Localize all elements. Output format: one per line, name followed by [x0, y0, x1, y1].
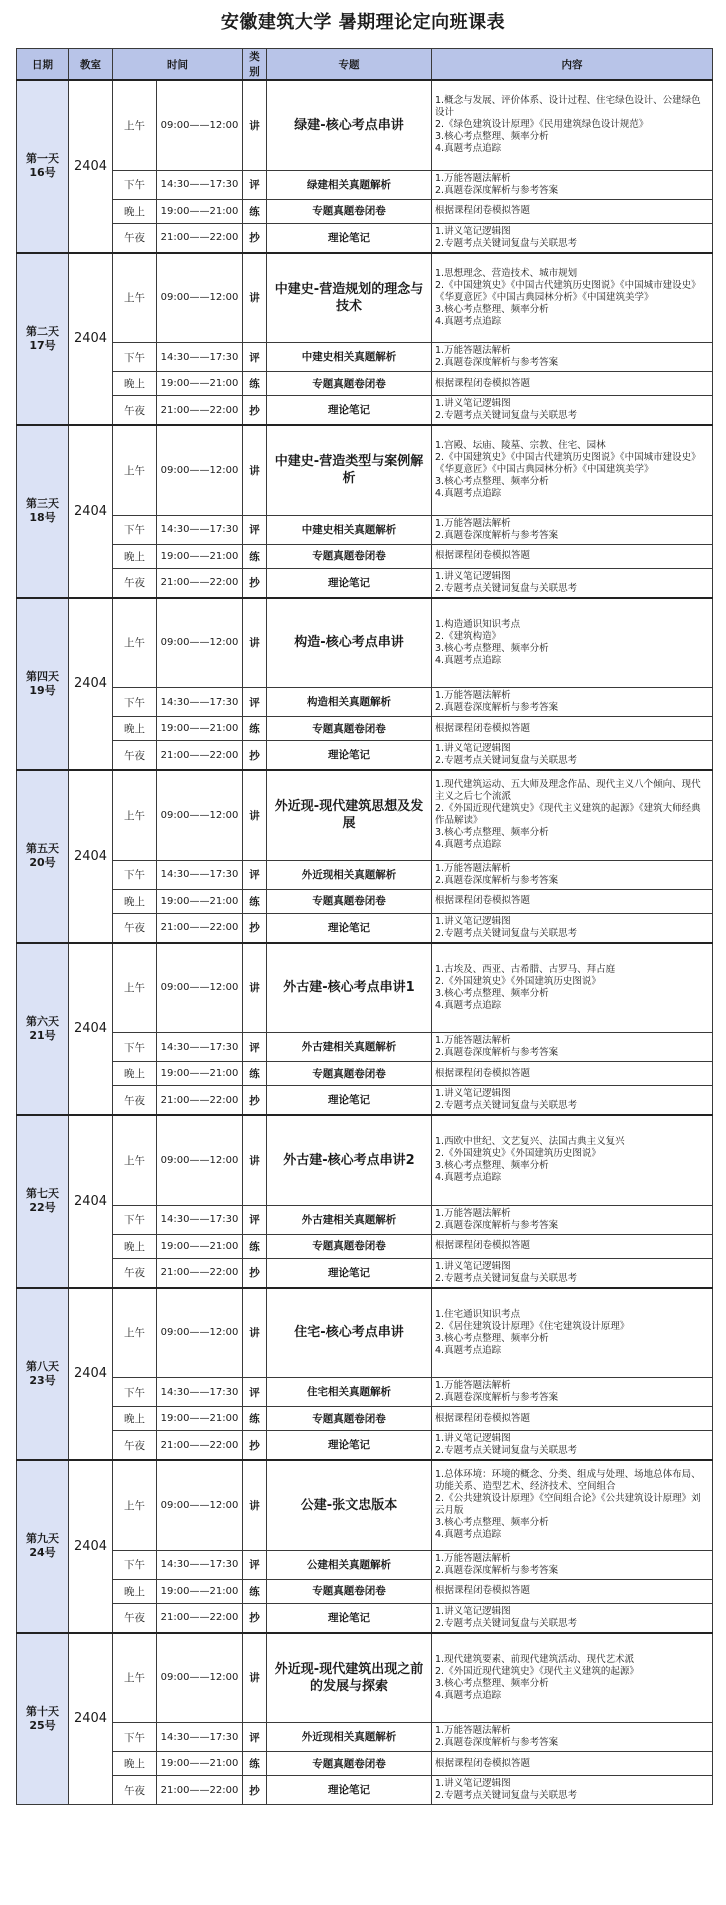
room-cell: 2404 — [69, 770, 113, 943]
content-cell: 1.万能答题法解析 2.真题卷深度解析与参考答案 — [432, 1550, 713, 1579]
period-cell: 午夜 — [113, 1258, 157, 1288]
day-label: 第二天 — [26, 324, 59, 338]
topic-cell: 专题真题卷闭卷 — [267, 1752, 432, 1776]
table-row — [17, 1115, 713, 1205]
topic-cell: 理论笔记 — [267, 913, 432, 943]
period-cell: 午夜 — [113, 913, 157, 943]
table-row — [17, 913, 713, 943]
period-cell: 晚上 — [113, 544, 157, 568]
topic-cell: 外近现-现代建筑出现之前的发展与探索 — [267, 1633, 432, 1723]
topic-cell: 公建相关真题解析 — [267, 1550, 432, 1579]
day-cell — [17, 80, 69, 253]
table-row — [17, 1205, 713, 1234]
topic-cell: 外古建相关真题解析 — [267, 1033, 432, 1062]
type-cell: 抄 — [243, 741, 267, 771]
table-row — [17, 396, 713, 426]
time-cell: 14:30——17:30 — [157, 1723, 243, 1752]
table-row — [17, 1288, 713, 1378]
day-label: 第三天 — [26, 497, 59, 511]
time-cell: 19:00——21:00 — [157, 889, 243, 913]
time-cell: 19:00——21:00 — [157, 1579, 243, 1603]
room-cell: 2404 — [69, 943, 113, 1116]
period-cell: 晚上 — [113, 717, 157, 741]
period-cell: 上午 — [113, 425, 157, 515]
topic-cell: 专题真题卷闭卷 — [267, 1062, 432, 1086]
content-cell: 根据课程闭卷模拟答题 — [432, 1062, 713, 1086]
topic-cell: 专题真题卷闭卷 — [267, 1407, 432, 1431]
day-date: 25号 — [29, 1718, 56, 1732]
table-row — [17, 253, 713, 343]
time-cell: 21:00——22:00 — [157, 1431, 243, 1461]
topic-cell: 构造-核心考点串讲 — [267, 598, 432, 688]
time-cell: 09:00——12:00 — [157, 598, 243, 688]
room-cell: 2404 — [69, 253, 113, 426]
topic-cell: 理论笔记 — [267, 1086, 432, 1116]
day-cell — [17, 1460, 69, 1633]
type-cell: 评 — [243, 860, 267, 889]
room-cell: 2404 — [69, 1288, 113, 1461]
time-cell: 14:30——17:30 — [157, 1378, 243, 1407]
table-row — [17, 425, 713, 515]
table-row — [17, 544, 713, 568]
table-row — [17, 1579, 713, 1603]
time-cell: 14:30——17:30 — [157, 860, 243, 889]
time-cell: 21:00——22:00 — [157, 568, 243, 598]
content-cell: 根据课程闭卷模拟答题 — [432, 889, 713, 913]
table-row — [17, 943, 713, 1033]
content-cell: 1.万能答题法解析 2.真题卷深度解析与参考答案 — [432, 515, 713, 544]
topic-cell: 公建-张文忠版本 — [267, 1460, 432, 1550]
type-cell: 练 — [243, 372, 267, 396]
content-cell: 1.万能答题法解析 2.真题卷深度解析与参考答案 — [432, 1378, 713, 1407]
day-date: 16号 — [29, 166, 56, 180]
type-cell: 练 — [243, 544, 267, 568]
period-cell: 午夜 — [113, 568, 157, 598]
type-cell: 抄 — [243, 913, 267, 943]
type-cell: 讲 — [243, 598, 267, 688]
room-cell: 2404 — [69, 1115, 113, 1288]
table-row — [17, 170, 713, 199]
period-cell: 下午 — [113, 1033, 157, 1062]
table-row — [17, 688, 713, 717]
period-cell: 下午 — [113, 1378, 157, 1407]
topic-cell: 住宅相关真题解析 — [267, 1378, 432, 1407]
schedule-body — [17, 80, 713, 1805]
content-cell: 1.讲义笔记逻辑图 2.专题考点关键词复盘与关联思考 — [432, 1776, 713, 1805]
table-row — [17, 1407, 713, 1431]
content-cell: 根据课程闭卷模拟答题 — [432, 1407, 713, 1431]
topic-cell: 绿建相关真题解析 — [267, 170, 432, 199]
period-cell: 午夜 — [113, 1431, 157, 1461]
table-row — [17, 741, 713, 771]
time-cell: 19:00——21:00 — [157, 717, 243, 741]
day-date: 21号 — [29, 1028, 56, 1042]
day-cell — [17, 943, 69, 1116]
day-cell — [17, 598, 69, 771]
content-cell: 1.讲义笔记逻辑图 2.专题考点关键词复盘与关联思考 — [432, 1086, 713, 1116]
time-cell: 09:00——12:00 — [157, 80, 243, 170]
topic-cell: 外近现相关真题解析 — [267, 860, 432, 889]
time-cell: 19:00——21:00 — [157, 372, 243, 396]
table-row — [17, 515, 713, 544]
room-cell: 2404 — [69, 1633, 113, 1805]
table-row — [17, 598, 713, 688]
period-cell: 晚上 — [113, 1752, 157, 1776]
time-cell: 09:00——12:00 — [157, 770, 243, 860]
content-cell: 1.讲义笔记逻辑图 2.专题考点关键词复盘与关联思考 — [432, 1431, 713, 1461]
type-cell: 讲 — [243, 943, 267, 1033]
day-cell — [17, 425, 69, 598]
table-row — [17, 1752, 713, 1776]
header-date: 日期 — [17, 49, 69, 81]
table-row — [17, 1086, 713, 1116]
table-row — [17, 770, 713, 860]
room-cell: 2404 — [69, 80, 113, 253]
time-cell: 09:00——12:00 — [157, 1288, 243, 1378]
time-cell: 14:30——17:30 — [157, 343, 243, 372]
table-row — [17, 1776, 713, 1805]
content-cell: 1.讲义笔记逻辑图 2.专题考点关键词复盘与关联思考 — [432, 223, 713, 253]
day-label: 第六天 — [26, 1014, 59, 1028]
topic-cell: 专题真题卷闭卷 — [267, 1579, 432, 1603]
table-row — [17, 1234, 713, 1258]
header-topic: 专题 — [267, 49, 432, 81]
time-cell: 21:00——22:00 — [157, 223, 243, 253]
day-date: 20号 — [29, 856, 56, 870]
topic-cell: 专题真题卷闭卷 — [267, 544, 432, 568]
day-date: 23号 — [29, 1373, 56, 1387]
topic-cell: 理论笔记 — [267, 1258, 432, 1288]
content-cell: 1.讲义笔记逻辑图 2.专题考点关键词复盘与关联思考 — [432, 913, 713, 943]
type-cell: 评 — [243, 1205, 267, 1234]
content-cell: 1.宫殿、坛庙、陵墓、宗教、住宅、园林 2.《中国建筑史》《中国古代建筑历史图说》《中国城市建设史》《华夏意匠》《中国古典园林分析》《中国建筑美学》 3.核心考点整理、频率分析 4.真题考点追踪 — [432, 425, 713, 515]
time-cell: 09:00——12:00 — [157, 1115, 243, 1205]
content-cell: 根据课程闭卷模拟答题 — [432, 717, 713, 741]
time-cell: 14:30——17:30 — [157, 1205, 243, 1234]
time-cell: 09:00——12:00 — [157, 425, 243, 515]
type-cell: 抄 — [243, 1603, 267, 1633]
topic-cell: 中建史-营造规划的理念与技术 — [267, 253, 432, 343]
period-cell: 午夜 — [113, 1086, 157, 1116]
time-cell: 09:00——12:00 — [157, 1633, 243, 1723]
type-cell: 评 — [243, 343, 267, 372]
day-cell — [17, 1633, 69, 1805]
header-room: 教室 — [69, 49, 113, 81]
period-cell: 上午 — [113, 1633, 157, 1723]
table-row — [17, 1723, 713, 1752]
time-cell: 19:00——21:00 — [157, 1062, 243, 1086]
period-cell: 下午 — [113, 1723, 157, 1752]
period-cell: 上午 — [113, 1115, 157, 1205]
type-cell: 抄 — [243, 1776, 267, 1805]
day-label: 第八天 — [26, 1359, 59, 1373]
content-cell: 1.讲义笔记逻辑图 2.专题考点关键词复盘与关联思考 — [432, 741, 713, 771]
page-title: 安徽建筑大学 暑期理论定向班课表 — [220, 12, 506, 33]
room-cell: 2404 — [69, 1460, 113, 1633]
topic-cell: 理论笔记 — [267, 1603, 432, 1633]
topic-cell: 绿建-核心考点串讲 — [267, 80, 432, 170]
content-cell: 1.讲义笔记逻辑图 2.专题考点关键词复盘与关联思考 — [432, 568, 713, 598]
topic-cell: 外近现相关真题解析 — [267, 1723, 432, 1752]
time-cell: 19:00——21:00 — [157, 199, 243, 223]
topic-cell: 理论笔记 — [267, 1431, 432, 1461]
day-date: 24号 — [29, 1546, 56, 1560]
header-type: 类别 — [243, 49, 267, 81]
time-cell: 19:00——21:00 — [157, 1407, 243, 1431]
content-cell: 1.西欧中世纪、文艺复兴、法国古典主义复兴 2.《外国建筑史》《外国建筑历史图说》 3.核心考点整理、频率分析 4.真题考点追踪 — [432, 1115, 713, 1205]
type-cell: 练 — [243, 889, 267, 913]
topic-cell: 专题真题卷闭卷 — [267, 1234, 432, 1258]
type-cell: 讲 — [243, 253, 267, 343]
content-cell: 1.讲义笔记逻辑图 2.专题考点关键词复盘与关联思考 — [432, 1258, 713, 1288]
type-cell: 评 — [243, 1550, 267, 1579]
content-cell: 1.住宅通识知识考点 2.《居住建筑设计原理》《住宅建筑设计原理》 3.核心考点整理、频率分析 4.真题考点追踪 — [432, 1288, 713, 1378]
period-cell: 下午 — [113, 1205, 157, 1234]
time-cell: 21:00——22:00 — [157, 1258, 243, 1288]
type-cell: 抄 — [243, 1431, 267, 1461]
content-cell: 根据课程闭卷模拟答题 — [432, 1579, 713, 1603]
time-cell: 21:00——22:00 — [157, 1776, 243, 1805]
period-cell: 下午 — [113, 170, 157, 199]
header-row — [17, 49, 713, 81]
content-cell: 1.万能答题法解析 2.真题卷深度解析与参考答案 — [432, 1033, 713, 1062]
content-cell: 1.万能答题法解析 2.真题卷深度解析与参考答案 — [432, 343, 713, 372]
period-cell: 下午 — [113, 860, 157, 889]
table-row — [17, 1258, 713, 1288]
schedule-table — [16, 48, 713, 1805]
table-row — [17, 1603, 713, 1633]
topic-cell: 外古建-核心考点串讲2 — [267, 1115, 432, 1205]
time-cell: 21:00——22:00 — [157, 1603, 243, 1633]
content-cell: 1.万能答题法解析 2.真题卷深度解析与参考答案 — [432, 860, 713, 889]
content-cell: 1.思想理念、营造技术、城市规划 2.《中国建筑史》《中国古代建筑历史图说》《中国城市建设史》《华夏意匠》《中国古典园林分析》《中国建筑美学》 3.核心考点整理、频率分析 4.真题考点追踪 — [432, 253, 713, 343]
period-cell: 晚上 — [113, 1407, 157, 1431]
day-label: 第七天 — [26, 1187, 59, 1201]
day-label: 第一天 — [26, 152, 59, 166]
type-cell: 讲 — [243, 1288, 267, 1378]
period-cell: 午夜 — [113, 1776, 157, 1805]
period-cell: 下午 — [113, 1550, 157, 1579]
day-label: 第十天 — [26, 1704, 59, 1718]
table-row — [17, 860, 713, 889]
content-cell: 1.讲义笔记逻辑图 2.专题考点关键词复盘与关联思考 — [432, 396, 713, 426]
type-cell: 讲 — [243, 1460, 267, 1550]
day-cell — [17, 770, 69, 943]
topic-cell: 构造相关真题解析 — [267, 688, 432, 717]
table-row — [17, 717, 713, 741]
table-row — [17, 568, 713, 598]
type-cell: 抄 — [243, 568, 267, 598]
period-cell: 上午 — [113, 80, 157, 170]
content-cell: 根据课程闭卷模拟答题 — [432, 544, 713, 568]
period-cell: 下午 — [113, 688, 157, 717]
table-row — [17, 1378, 713, 1407]
day-label: 第四天 — [26, 669, 59, 683]
type-cell: 评 — [243, 1033, 267, 1062]
content-cell: 1.古埃及、西亚、古希腊、古罗马、拜占庭 2.《外国建筑史》《外国建筑历史图说》 3.核心考点整理、频率分析 4.真题考点追踪 — [432, 943, 713, 1033]
topic-cell: 专题真题卷闭卷 — [267, 717, 432, 741]
time-cell: 21:00——22:00 — [157, 913, 243, 943]
topic-cell: 住宅-核心考点串讲 — [267, 1288, 432, 1378]
content-cell: 1.万能答题法解析 2.真题卷深度解析与参考答案 — [432, 1205, 713, 1234]
content-cell: 1.概念与发展、评价体系、设计过程、住宅绿色设计、公建绿色设计 2.《绿色建筑设计原理》《民用建筑绿色设计规范》 3.核心考点整理、频率分析 4.真题考点追踪 — [432, 80, 713, 170]
type-cell: 评 — [243, 1378, 267, 1407]
type-cell: 练 — [243, 199, 267, 223]
period-cell: 下午 — [113, 343, 157, 372]
content-cell: 1.构造通识知识考点 2.《建筑构造》 3.核心考点整理、频率分析 4.真题考点追踪 — [432, 598, 713, 688]
content-cell: 根据课程闭卷模拟答题 — [432, 1752, 713, 1776]
table-row — [17, 889, 713, 913]
period-cell: 上午 — [113, 1460, 157, 1550]
time-cell: 19:00——21:00 — [157, 1752, 243, 1776]
period-cell: 晚上 — [113, 372, 157, 396]
period-cell: 上午 — [113, 943, 157, 1033]
topic-cell: 中建史相关真题解析 — [267, 343, 432, 372]
table-row — [17, 1033, 713, 1062]
type-cell: 讲 — [243, 1633, 267, 1723]
time-cell: 14:30——17:30 — [157, 170, 243, 199]
type-cell: 练 — [243, 717, 267, 741]
topic-cell: 理论笔记 — [267, 568, 432, 598]
type-cell: 练 — [243, 1062, 267, 1086]
period-cell: 晚上 — [113, 1234, 157, 1258]
time-cell: 09:00——12:00 — [157, 1460, 243, 1550]
type-cell: 讲 — [243, 425, 267, 515]
type-cell: 评 — [243, 515, 267, 544]
time-cell: 21:00——22:00 — [157, 1086, 243, 1116]
type-cell: 练 — [243, 1752, 267, 1776]
time-cell: 14:30——17:30 — [157, 688, 243, 717]
topic-cell: 外古建-核心考点串讲1 — [267, 943, 432, 1033]
topic-cell: 中建史-营造类型与案例解析 — [267, 425, 432, 515]
topic-cell: 专题真题卷闭卷 — [267, 889, 432, 913]
content-cell: 根据课程闭卷模拟答题 — [432, 372, 713, 396]
topic-cell: 专题真题卷闭卷 — [267, 372, 432, 396]
period-cell: 午夜 — [113, 223, 157, 253]
time-cell: 21:00——22:00 — [157, 741, 243, 771]
period-cell: 晚上 — [113, 889, 157, 913]
header-content: 内容 — [432, 49, 713, 81]
type-cell: 讲 — [243, 80, 267, 170]
day-cell — [17, 1288, 69, 1461]
type-cell: 练 — [243, 1407, 267, 1431]
day-cell — [17, 1115, 69, 1288]
day-date: 22号 — [29, 1201, 56, 1215]
content-cell: 1.讲义笔记逻辑图 2.专题考点关键词复盘与关联思考 — [432, 1603, 713, 1633]
topic-cell: 理论笔记 — [267, 741, 432, 771]
type-cell: 抄 — [243, 1258, 267, 1288]
period-cell: 上午 — [113, 253, 157, 343]
table-row — [17, 199, 713, 223]
type-cell: 抄 — [243, 223, 267, 253]
time-cell: 14:30——17:30 — [157, 1033, 243, 1062]
room-cell: 2404 — [69, 598, 113, 771]
period-cell: 上午 — [113, 1288, 157, 1378]
content-cell: 1.现代建筑要素、前现代建筑活动、现代艺术派 2.《外国近现代建筑史》《现代主义建筑的起源》 3.核心考点整理、频率分析 4.真题考点追踪 — [432, 1633, 713, 1723]
time-cell: 21:00——22:00 — [157, 396, 243, 426]
type-cell: 评 — [243, 688, 267, 717]
time-cell: 14:30——17:30 — [157, 1550, 243, 1579]
period-cell: 晚上 — [113, 1062, 157, 1086]
time-cell: 14:30——17:30 — [157, 515, 243, 544]
period-cell: 下午 — [113, 515, 157, 544]
table-row — [17, 1550, 713, 1579]
content-cell: 根据课程闭卷模拟答题 — [432, 1234, 713, 1258]
topic-cell: 中建史相关真题解析 — [267, 515, 432, 544]
table-row — [17, 1633, 713, 1723]
type-cell: 讲 — [243, 770, 267, 860]
content-cell: 根据课程闭卷模拟答题 — [432, 199, 713, 223]
topic-cell: 理论笔记 — [267, 1776, 432, 1805]
topic-cell: 专题真题卷闭卷 — [267, 199, 432, 223]
content-cell: 1.万能答题法解析 2.真题卷深度解析与参考答案 — [432, 1723, 713, 1752]
day-cell — [17, 253, 69, 426]
time-cell: 19:00——21:00 — [157, 1234, 243, 1258]
topic-cell: 理论笔记 — [267, 396, 432, 426]
type-cell: 抄 — [243, 396, 267, 426]
table-row — [17, 1431, 713, 1461]
period-cell: 午夜 — [113, 1603, 157, 1633]
table-row — [17, 1460, 713, 1550]
day-date: 19号 — [29, 683, 56, 697]
type-cell: 练 — [243, 1579, 267, 1603]
period-cell: 晚上 — [113, 1579, 157, 1603]
period-cell: 上午 — [113, 598, 157, 688]
content-cell: 1.万能答题法解析 2.真题卷深度解析与参考答案 — [432, 688, 713, 717]
header-time: 时间 — [113, 49, 243, 81]
table-row — [17, 223, 713, 253]
day-label: 第五天 — [26, 842, 59, 856]
type-cell: 抄 — [243, 1086, 267, 1116]
period-cell: 上午 — [113, 770, 157, 860]
day-label: 第九天 — [26, 1532, 59, 1546]
content-cell: 1.现代建筑运动、五大师及理念作品、现代主义八个倾向、现代主义之后七个流派 2.《外国近现代建筑史》《现代主义建筑的起源》《建筑大师经典作品解读》 3.核心考点整理、频率分析 4.真题考点追踪 — [432, 770, 713, 860]
topic-cell: 外古建相关真题解析 — [267, 1205, 432, 1234]
topic-cell: 外近现-现代建筑思想及发展 — [267, 770, 432, 860]
time-cell: 09:00——12:00 — [157, 943, 243, 1033]
table-row — [17, 372, 713, 396]
period-cell: 午夜 — [113, 396, 157, 426]
table-row — [17, 80, 713, 170]
content-cell: 1.总体环境：环境的概念、分类、组成与处理、场地总体布局、功能关系、造型艺术、经济技术、空间组合 2.《公共建筑设计原理》《空间组合论》《公共建筑设计原理》刘云月版 3.核心考点整理、频率分析 4.真题考点追踪 — [432, 1460, 713, 1550]
content-cell: 1.万能答题法解析 2.真题卷深度解析与参考答案 — [432, 170, 713, 199]
day-date: 17号 — [29, 338, 56, 352]
time-cell: 19:00——21:00 — [157, 544, 243, 568]
table-row — [17, 1062, 713, 1086]
type-cell: 评 — [243, 170, 267, 199]
room-cell: 2404 — [69, 425, 113, 598]
topic-cell: 理论笔记 — [267, 223, 432, 253]
table-row — [17, 343, 713, 372]
period-cell: 晚上 — [113, 199, 157, 223]
type-cell: 评 — [243, 1723, 267, 1752]
type-cell: 练 — [243, 1234, 267, 1258]
day-date: 18号 — [29, 511, 56, 525]
period-cell: 午夜 — [113, 741, 157, 771]
time-cell: 09:00——12:00 — [157, 253, 243, 343]
type-cell: 讲 — [243, 1115, 267, 1205]
